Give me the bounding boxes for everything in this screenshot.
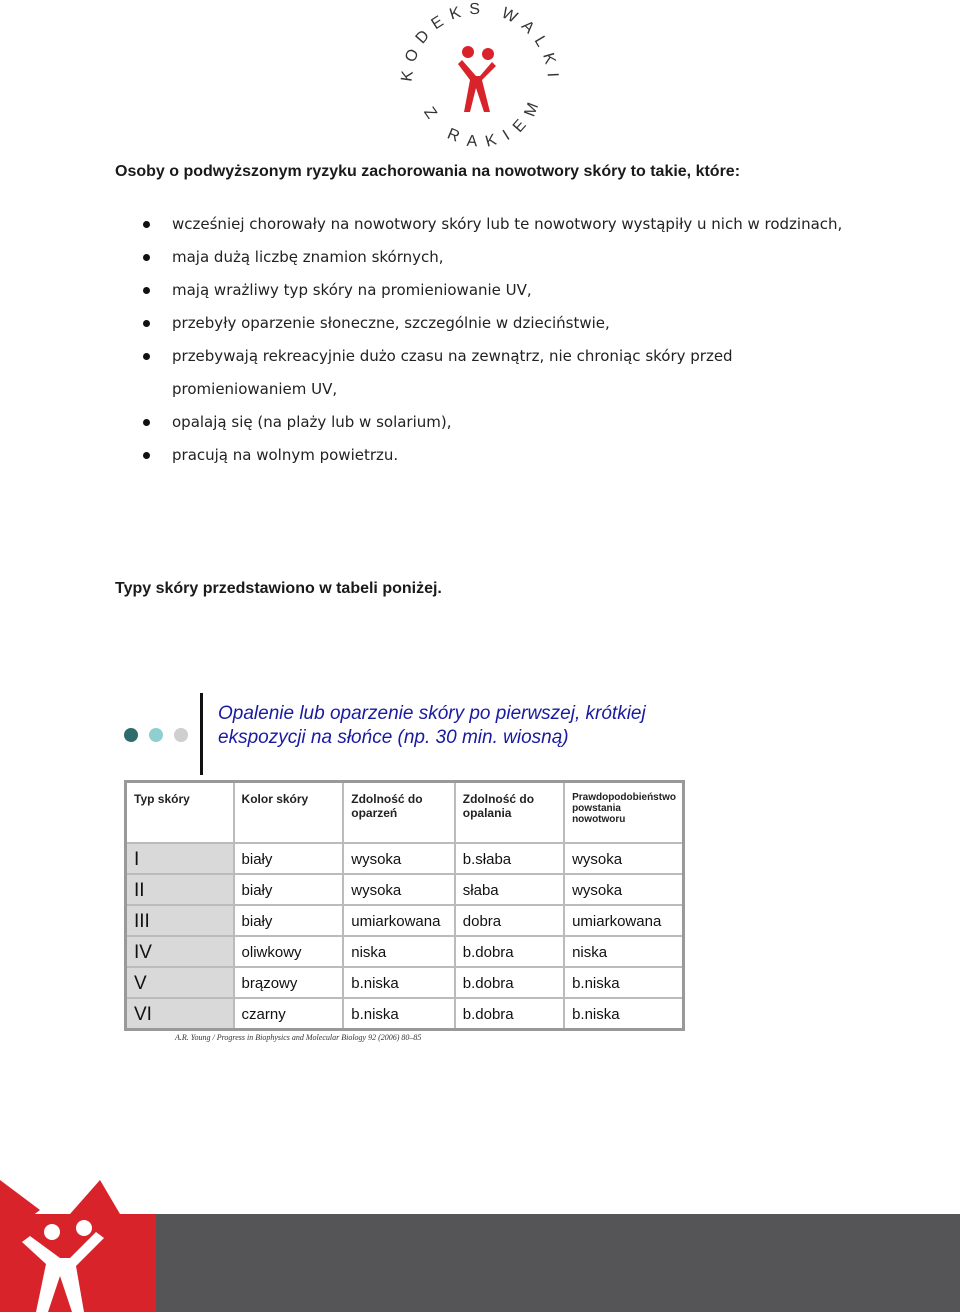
cell-skin-color: czarny [234, 998, 344, 1030]
cell-tan-ability: słaba [455, 874, 564, 905]
source-citation: A.R. Young / Progress in Biophysics and Molecular Biology 92 (2006) 80–85 [175, 1033, 422, 1042]
cell-tan-ability: b.słaba [455, 843, 564, 874]
dot-icon [149, 728, 163, 742]
logo-arc-bottom-text: Z RAKIEM [420, 91, 546, 151]
dot-icon [124, 728, 138, 742]
dot-icon [174, 728, 188, 742]
cell-cancer-probability: b.niska [564, 967, 683, 998]
cell-cancer-probability: umiarkowana [564, 905, 683, 936]
table-row [126, 936, 684, 967]
cell-skin-color: brązowy [234, 967, 344, 998]
list-item: opalają się (na plaży lub w solarium), [143, 406, 863, 439]
cell-cancer-probability: wysoka [564, 874, 683, 905]
cell-cancer-probability: b.niska [564, 998, 683, 1030]
logo-arc-top-text: KODEKS WALKI [398, 0, 562, 86]
table-intro: Typy skóry przedstawiono w tabeli poniżej. [115, 580, 442, 597]
list-item: przebyły oparzenie słoneczne, szczególnie w dzieciństwie, [143, 307, 863, 340]
caption-line-1: Opalenie lub oparzenie skóry po pierwszej, krótkiej [218, 703, 646, 724]
caption-line-2: ekspozycji na słońce (np. 30 min. wiosną) [218, 727, 569, 748]
caption-divider [200, 693, 203, 775]
table-header-row [126, 782, 684, 844]
cell-skin-type: VI [126, 998, 234, 1030]
list-item: maja dużą liczbę znamion skórnych, [143, 241, 863, 274]
table-row [126, 967, 684, 998]
cell-skin-color: biały [234, 874, 344, 905]
cell-skin-type: I [126, 843, 234, 874]
svg-text:KODEKS WALKI [398, 1, 561, 85]
cell-skin-color: biały [234, 905, 344, 936]
cell-cancer-probability: niska [564, 936, 683, 967]
table-row [126, 874, 684, 905]
table-caption [218, 702, 738, 750]
cell-burn-ability: b.niska [343, 967, 455, 998]
table-row [126, 998, 684, 1030]
cell-burn-ability: umiarkowana [343, 905, 455, 936]
cell-burn-ability: niska [343, 936, 455, 967]
cell-tan-ability: b.dobra [455, 998, 564, 1030]
table-row [126, 843, 684, 874]
cell-burn-ability: wysoka [343, 874, 455, 905]
kodeks-walki-logo [390, 0, 570, 155]
header-cancer-probability: Prawdopodobieństwo powstania nowotworu [564, 782, 683, 844]
table-row [126, 905, 684, 936]
footer-logo-icon [0, 1180, 156, 1312]
list-item: wcześniej chorowały na nowotwory skóry lub te nowotwory wystąpiły u nich w rodzinach, [143, 208, 863, 241]
header-burn-ability: Zdolność do oparzeń [343, 782, 455, 844]
header-tan-ability: Zdolność do opalania [455, 782, 564, 844]
cell-burn-ability: b.niska [343, 998, 455, 1030]
cell-skin-color: oliwkowy [234, 936, 344, 967]
cell-skin-color: biały [234, 843, 344, 874]
list-item: przebywają rekreacyjnie dużo czasu na zewnątrz, nie chroniąc skóry przed promieniowaniem UV, [143, 340, 863, 406]
list-item: mają wrażliwy typ skóry na promieniowanie UV, [143, 274, 863, 307]
cell-tan-ability: b.dobra [455, 936, 564, 967]
list-item: pracują na wolnym powietrzu. [143, 439, 863, 472]
cell-skin-type: IV [126, 936, 234, 967]
two-dancing-figures-icon [458, 46, 496, 112]
cell-skin-type: II [126, 874, 234, 905]
risk-factors-list [143, 208, 863, 472]
cell-cancer-probability: wysoka [564, 843, 683, 874]
cell-burn-ability: wysoka [343, 843, 455, 874]
cell-tan-ability: b.dobra [455, 967, 564, 998]
cell-skin-type: III [126, 905, 234, 936]
cell-tan-ability: dobra [455, 905, 564, 936]
header-skin-type: Typ skóry [126, 782, 234, 844]
page-heading: Osoby o podwyższonym ryzyku zachorowania na nowotwory skóry to takie, które: [115, 163, 741, 180]
cell-skin-type: V [126, 967, 234, 998]
header-skin-color: Kolor skóry [234, 782, 344, 844]
skin-types-table [124, 780, 685, 1031]
decorative-dots [124, 728, 194, 744]
footer-bar [156, 1214, 960, 1312]
